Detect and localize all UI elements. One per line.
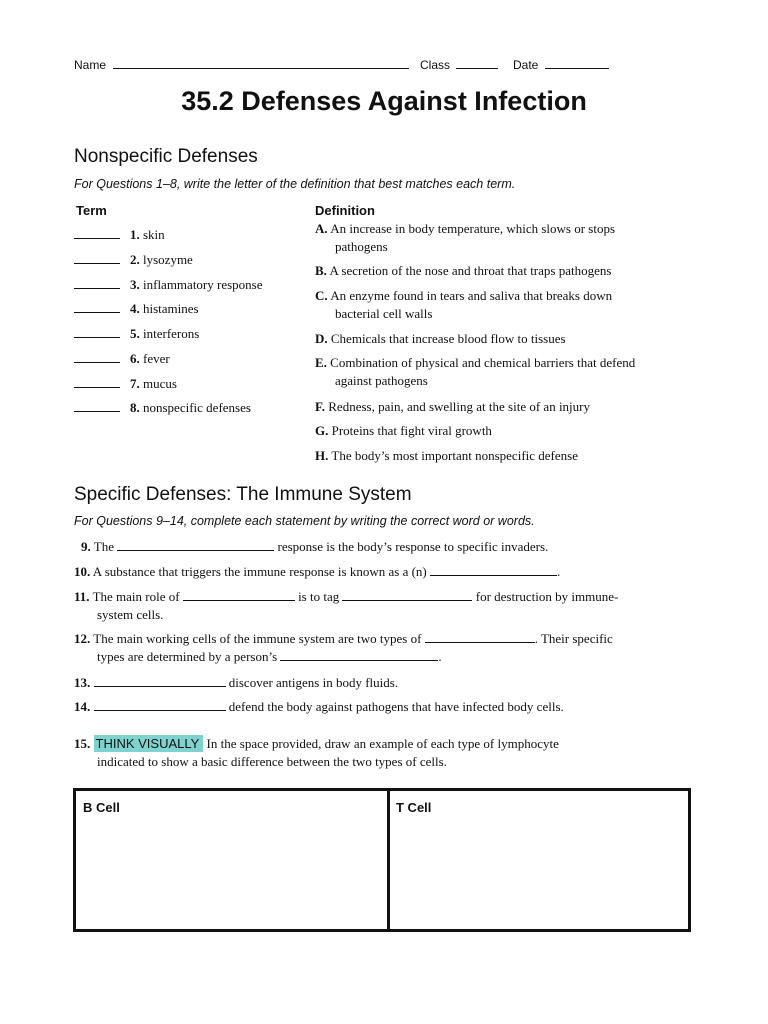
class-label: Class bbox=[420, 58, 451, 72]
definition-item: A. An increase in body temperature, which slows or stops pathogens bbox=[315, 221, 616, 254]
b-cell-label: B Cell bbox=[83, 800, 120, 815]
name-field bbox=[74, 56, 409, 72]
term-row: 2. lysozyme bbox=[74, 251, 193, 269]
answer-blank[interactable] bbox=[342, 588, 472, 601]
t-cell-label: T Cell bbox=[396, 800, 432, 815]
term-row: 7. mucus bbox=[74, 375, 177, 393]
answer-blank[interactable] bbox=[74, 276, 120, 289]
question-13: 13. discover antigens in body fluids. bbox=[74, 675, 399, 690]
definition-item: F. Redness, pain, and swelling at the site of an injury bbox=[315, 399, 591, 414]
term-row: 4. histamines bbox=[74, 300, 199, 318]
answer-blank[interactable] bbox=[74, 350, 120, 363]
answer-blank[interactable] bbox=[94, 698, 226, 711]
definition-item: D. Chemicals that increase blood flow to tissues bbox=[315, 331, 566, 346]
answer-blank[interactable] bbox=[94, 674, 226, 687]
question-9: 9. The response is the body’s response to specific invaders. bbox=[81, 539, 549, 554]
date-field bbox=[513, 56, 609, 72]
think-visually-badge: THINK VISUALLY bbox=[94, 735, 204, 752]
date-label: Date bbox=[513, 58, 539, 72]
answer-blank[interactable] bbox=[74, 300, 120, 313]
definition-item: C. An enzyme found in tears and saliva that breaks down bacterial cell walls bbox=[315, 288, 613, 321]
instructions-1-8: For Questions 1–8, write the letter of the definition that best matches each term. bbox=[74, 177, 516, 191]
name-blank[interactable] bbox=[113, 56, 409, 69]
term-row: 6. fever bbox=[74, 350, 170, 368]
date-blank[interactable] bbox=[545, 56, 609, 69]
question-14: 14. defend the body against pathogens that have infected body cells. bbox=[74, 699, 564, 714]
definition-item: H. The body’s most important nonspecific defense bbox=[315, 448, 578, 463]
answer-blank[interactable] bbox=[74, 375, 120, 388]
answer-blank[interactable] bbox=[183, 588, 295, 601]
definition-item: E. Combination of physical and chemical barriers that defend against pathogens bbox=[315, 355, 636, 388]
lymphocyte-drawing-table bbox=[73, 788, 691, 932]
definition-column-header: Definition bbox=[315, 203, 375, 218]
answer-blank[interactable] bbox=[117, 538, 274, 551]
term-column-header: Term bbox=[76, 203, 107, 218]
answer-blank[interactable] bbox=[425, 630, 535, 643]
question-10: 10. A substance that triggers the immune response is known as a (n) . bbox=[74, 564, 561, 579]
answer-blank[interactable] bbox=[280, 648, 438, 661]
answer-blank[interactable] bbox=[74, 399, 120, 412]
answer-blank[interactable] bbox=[74, 325, 120, 338]
class-field bbox=[420, 56, 498, 72]
definition-item: G. Proteins that fight viral growth bbox=[315, 423, 492, 438]
section-heading-specific: Specific Defenses: The Immune System bbox=[74, 484, 412, 505]
section-heading-nonspecific: Nonspecific Defenses bbox=[74, 146, 258, 167]
question-12: 12. The main working cells of the immune system are two types of . Their specific types are determined by a person’s . bbox=[74, 631, 613, 664]
definition-item: B. A secretion of the nose and throat that traps pathogens bbox=[315, 263, 612, 278]
page-title: 35.2 Defenses Against Infection bbox=[181, 86, 587, 116]
class-blank[interactable] bbox=[456, 56, 498, 69]
term-row: 5. interferons bbox=[74, 325, 199, 343]
name-label: Name bbox=[74, 58, 107, 72]
answer-blank[interactable] bbox=[74, 251, 120, 264]
answer-blank[interactable] bbox=[74, 226, 120, 239]
instructions-9-14: For Questions 9–14, complete each statement by writing the correct word or words. bbox=[74, 514, 535, 528]
question-15: 15. THINK VISUALLY In the space provided, draw an example of each type of lymphocyte indicated to show a basic difference between the two types of cells. bbox=[74, 736, 559, 769]
term-row: 3. inflammatory response bbox=[74, 276, 263, 294]
term-row: 8. nonspecific defenses bbox=[74, 399, 251, 417]
answer-blank[interactable] bbox=[430, 563, 557, 576]
question-11: 11. The main role of is to tag for destruction by immune- system cells. bbox=[74, 589, 619, 622]
table-divider bbox=[387, 791, 390, 929]
term-row: 1. skin bbox=[74, 226, 165, 244]
